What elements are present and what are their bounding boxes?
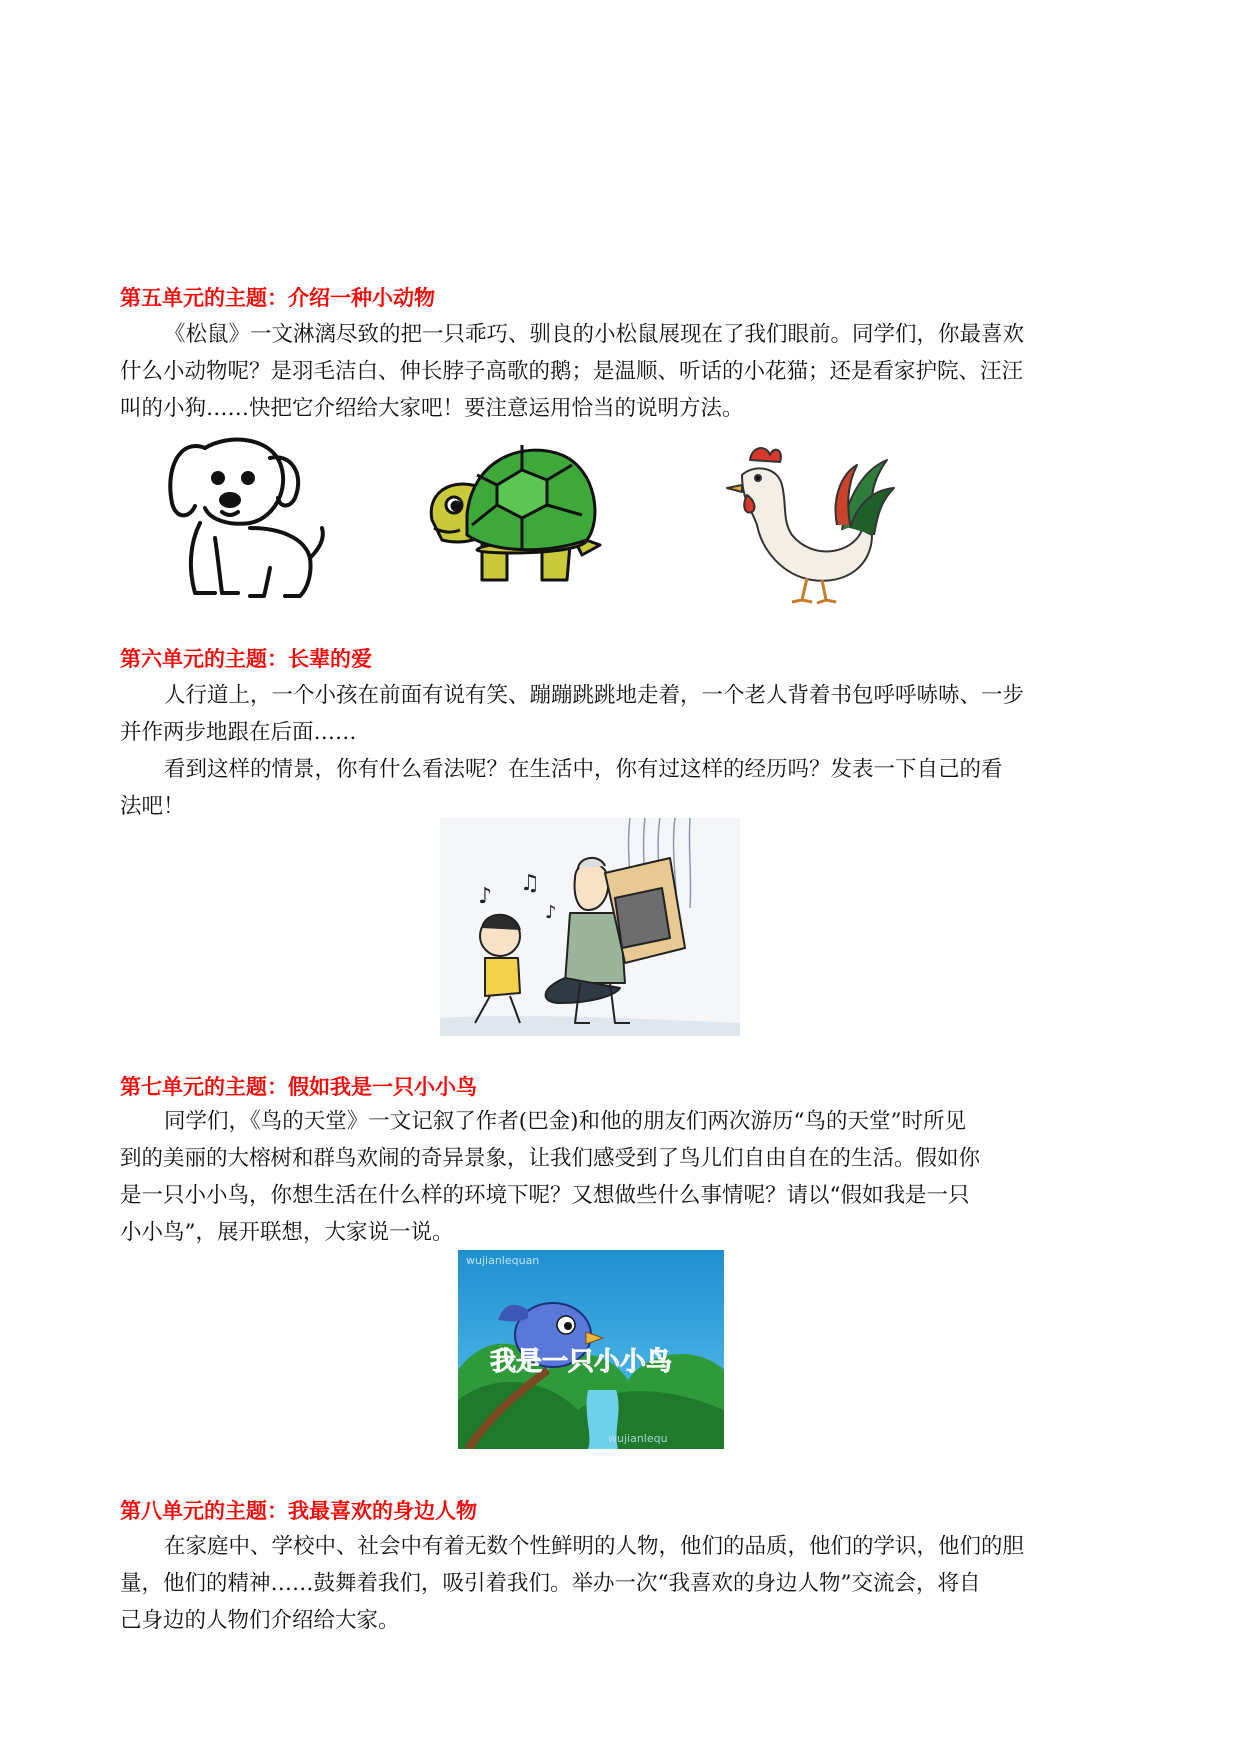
watermark-top: wujianlequan bbox=[466, 1254, 540, 1267]
paragraph-line: 己身边的人物们介绍给大家。 bbox=[120, 1608, 400, 1633]
rooster-illustration bbox=[722, 440, 897, 605]
paragraph-line: 人行道上，一个小孩在前面有说有笑、蹦蹦跳跳地走着，一个老人背着书包呼呼哧哧、一步 bbox=[164, 683, 1025, 708]
svg-text:♪: ♪ bbox=[545, 902, 557, 923]
bird-banner-title: 我是一只小小鸟 bbox=[490, 1347, 673, 1377]
paragraph-line: 同学们，《鸟的天堂》一文记叙了作者(巴金)和他的朋友们两次游历“鸟的天堂”时所见 bbox=[164, 1109, 967, 1134]
section-6-paragraph bbox=[120, 677, 1125, 825]
turtle-illustration bbox=[422, 440, 607, 600]
section-5-paragraph bbox=[120, 316, 1125, 427]
section-6-heading: 第六单元的主题：长辈的爱 bbox=[120, 647, 372, 671]
section-7-heading: 第七单元的主题：假如我是一只小小鸟 bbox=[120, 1075, 477, 1099]
paragraph-line: 是一只小小鸟，你想生活在什么样的环境下呢？又想做些什么事情呢？请以“假如我是一只 bbox=[120, 1183, 970, 1208]
paragraph-line: 并作两步地跟在后面…… bbox=[120, 720, 357, 745]
paragraph-line: 叫的小狗……快把它介绍给大家吧！要注意运用恰当的说明方法。 bbox=[120, 396, 744, 421]
section-8-paragraph bbox=[120, 1528, 1125, 1639]
section-8-heading: 第八单元的主题：我最喜欢的身边人物 bbox=[120, 1499, 477, 1523]
paragraph-line: 量，他们的精神……鼓舞着我们，吸引着我们。举办一次“我喜欢的身边人物”交流会，将自 bbox=[120, 1571, 981, 1596]
svg-text:♫: ♫ bbox=[520, 871, 540, 896]
paragraph-line: 看到这样的情景，你有什么看法呢？在生活中，你有过这样的经历吗？发表一下自己的看 bbox=[164, 757, 1003, 782]
watermark-bottom: wujianlequ bbox=[608, 1432, 668, 1445]
section-5-heading: 第五单元的主题：介绍一种小动物 bbox=[120, 286, 435, 310]
bird-banner-illustration bbox=[458, 1250, 724, 1449]
paragraph-line: 《松鼠》一文淋漓尽致的把一只乖巧、驯良的小松鼠展现在了我们眼前。同学们，你最喜欢 bbox=[164, 322, 1025, 347]
section-7-paragraph bbox=[120, 1103, 1125, 1251]
grandpa-carrying-backpack-illustration bbox=[440, 818, 740, 1036]
paragraph-line: 什么小动物呢？是羽毛洁白、伸长脖子高歌的鹅；是温顺、听话的小花猫；还是看家护院、汪汪 bbox=[120, 359, 1024, 384]
paragraph-line: 小小鸟”，展开联想，大家说一说。 bbox=[120, 1220, 454, 1245]
paragraph-line: 法吧！ bbox=[120, 794, 185, 819]
paragraph-line: 到的美丽的大榕树和群鸟欢闹的奇异景象，让我们感受到了鸟儿们自由自在的生活。假如你 bbox=[120, 1146, 981, 1171]
paragraph-line: 在家庭中、学校中、社会中有着无数个性鲜明的人物，他们的品质，他们的学识，他们的胆 bbox=[164, 1534, 1025, 1559]
svg-text:♪: ♪ bbox=[478, 884, 493, 909]
dog-illustration bbox=[160, 428, 330, 603]
